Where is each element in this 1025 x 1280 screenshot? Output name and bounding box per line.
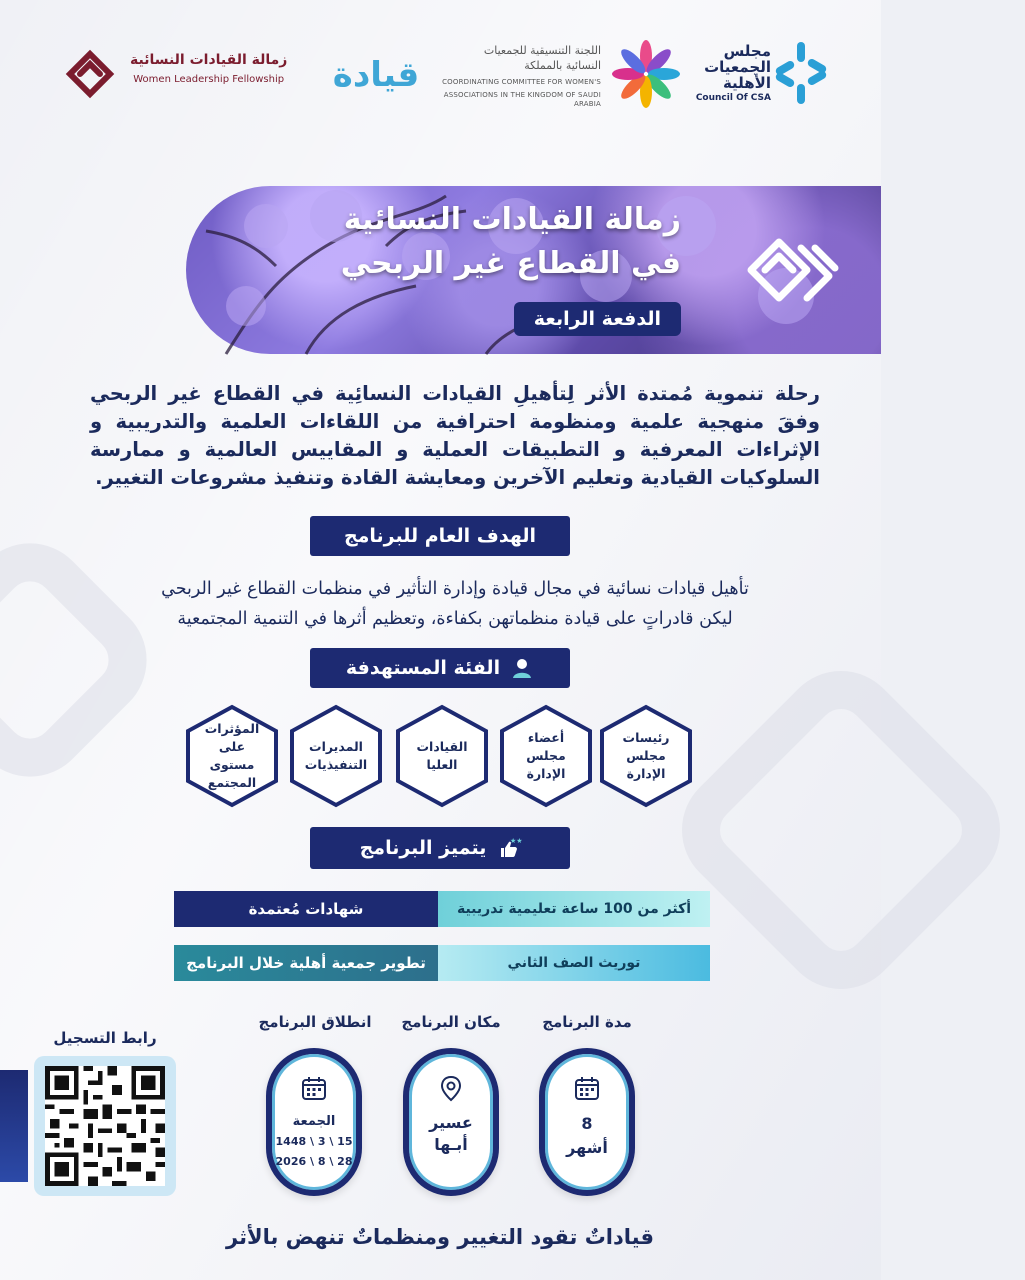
qr-code-icon[interactable] (45, 1066, 165, 1186)
duration-unit: أشهر (566, 1138, 608, 1157)
target-header (310, 648, 570, 688)
feature-pill-left: تطوير جمعية أهلية خلال البرنامج (174, 945, 438, 981)
csa-logo-ar: الأهلية (722, 73, 771, 92)
target-item (498, 704, 594, 808)
intro-paragraph: رحلة تنموية مُمتدة الأثر لِتأهيلِ القيادات النسائِية في القطاع غير الربحي وفقَ منهجية علمية ومنظومة احترافية من اللقاءات العلمية والتدريبية و الإثراءات المعرفية و التطبيقات العملية و المقاييس العالمية و ممارسة السلوكيات القيادية وتعليم الآخرين ومعايشة القادة وتنفيذ مشروعات التغيير. (90, 382, 820, 489)
launch-card (266, 1048, 362, 1196)
duration-value (566, 1112, 608, 1160)
launch-gregorian-date: 28 \ 8 \ 2026 (275, 1155, 353, 1168)
feature-pill-left: شهادات مُعتمدة (174, 891, 438, 927)
duration-number: 8 (581, 1114, 593, 1133)
wlf-logo-ar: زمالة القيادات النسائية (130, 52, 288, 68)
svg-text:★★: ★★ (510, 837, 523, 845)
csa-logo-ar: مجلس (723, 42, 771, 60)
qr-accent-bar (0, 1070, 28, 1182)
hero-banner (186, 186, 881, 354)
feature-pill-right: أكثر من 100 ساعة تعليمية تدريبية (438, 891, 710, 927)
coordinating-committee-logo (441, 30, 681, 120)
feature-pill-right (438, 945, 710, 981)
feature-pill (174, 945, 710, 981)
fellowship-white-mark-icon (731, 228, 851, 312)
location-region: عسير (429, 1113, 473, 1132)
wlf-logo-en: Women Leadership Fellowship (133, 74, 285, 85)
calendar-icon (573, 1074, 601, 1102)
target-item-label: رئيسات مجلس الإدارة (622, 730, 670, 781)
feature-pill-right-label: توريث الصف الثاني (507, 955, 641, 971)
features-header (310, 827, 570, 869)
csa-logo (691, 30, 831, 120)
target-header-label: الفئة المستهدفة (345, 657, 501, 679)
cohort-badge: الدفعة الرابعة (514, 302, 681, 336)
cc-logo-en: ASSOCIATIONS IN THE KINGDOM OF SAUDI ARABIA (443, 90, 601, 108)
banner-title-line: في القطاع غير الربحي (340, 246, 681, 281)
features-header-label: يتميز البرنامج (359, 837, 487, 859)
target-item-label: المؤثرات على مستوى المجتمع (204, 721, 260, 790)
background-shape (0, 519, 171, 802)
location-title: مكان البرنامج (401, 1013, 501, 1031)
goal-text-line: تأهيل قيادات نسائية في مجال قيادة وإدارة التأثير في منظمات القطاع غير الربحي (161, 579, 749, 599)
launch-value (276, 1112, 353, 1172)
feature-pill (174, 891, 710, 927)
launch-day: الجمعة (292, 1114, 336, 1129)
csa-logo-mark-icon (771, 38, 831, 108)
duration-title: مدة البرنامج (542, 1013, 632, 1031)
target-item (394, 704, 490, 808)
fellowship-mark-icon (60, 44, 120, 104)
target-item (184, 704, 280, 808)
launch-hijri-date: 15 \ 3 \ 1448 (275, 1135, 353, 1148)
cc-logo-ar: اللجنة التنسيقية للجمعيات (483, 44, 601, 57)
launch-title: انطلاق البرنامج (258, 1013, 372, 1031)
csa-logo-en: Council Of CSA (695, 93, 771, 104)
banner-title (261, 198, 681, 286)
qiyada-logo-text: قيادة (332, 55, 420, 95)
goal-header (310, 516, 570, 556)
duration-card (539, 1048, 635, 1196)
location-pin-icon (437, 1074, 465, 1102)
location-value (429, 1112, 473, 1156)
banner-title-line: زمالة القيادات النسائية (343, 202, 681, 237)
target-item-label: القيادات العليا (416, 739, 468, 772)
cc-logo-ar: النسائية بالمملكة (524, 58, 601, 72)
target-item-label: المديرات التنفيذيات (304, 739, 368, 772)
registration-label: رابط التسجيل (53, 1029, 157, 1047)
location-card (403, 1048, 499, 1196)
thumbs-up-stars-icon (496, 836, 523, 860)
woman-icon (510, 656, 534, 680)
target-item (288, 704, 384, 808)
calendar-icon (300, 1074, 328, 1102)
qiyada-logo (330, 30, 430, 120)
flower-logo-icon (611, 36, 681, 112)
wlf-logo (60, 30, 300, 120)
location-city: أبـها (434, 1135, 468, 1154)
background-shape (657, 646, 1025, 1014)
csa-logo-ar: الجمعيات (704, 57, 771, 76)
target-hexagons (180, 704, 700, 804)
target-item-label: أعضاء مجلس الإدارة (526, 730, 566, 781)
logos-row (0, 30, 881, 120)
cc-logo-en: COORDINATING COMMITTEE FOR WOMEN'S (442, 77, 601, 86)
target-item (598, 704, 694, 808)
goal-text-line: ليكن قادراتٍ على قيادة منظماتهن بكفاءة، وتعظيم أثرها في التنمية المجتمعية (177, 609, 733, 629)
registration-qr-card[interactable] (34, 1056, 176, 1196)
footer-slogan: قياداتٌ تقود التغيير ومنظماتٌ تنهض بالأثر (226, 1225, 654, 1249)
goal-text (90, 574, 820, 634)
goal-header-label: الهدف العام للبرنامج (343, 525, 537, 547)
